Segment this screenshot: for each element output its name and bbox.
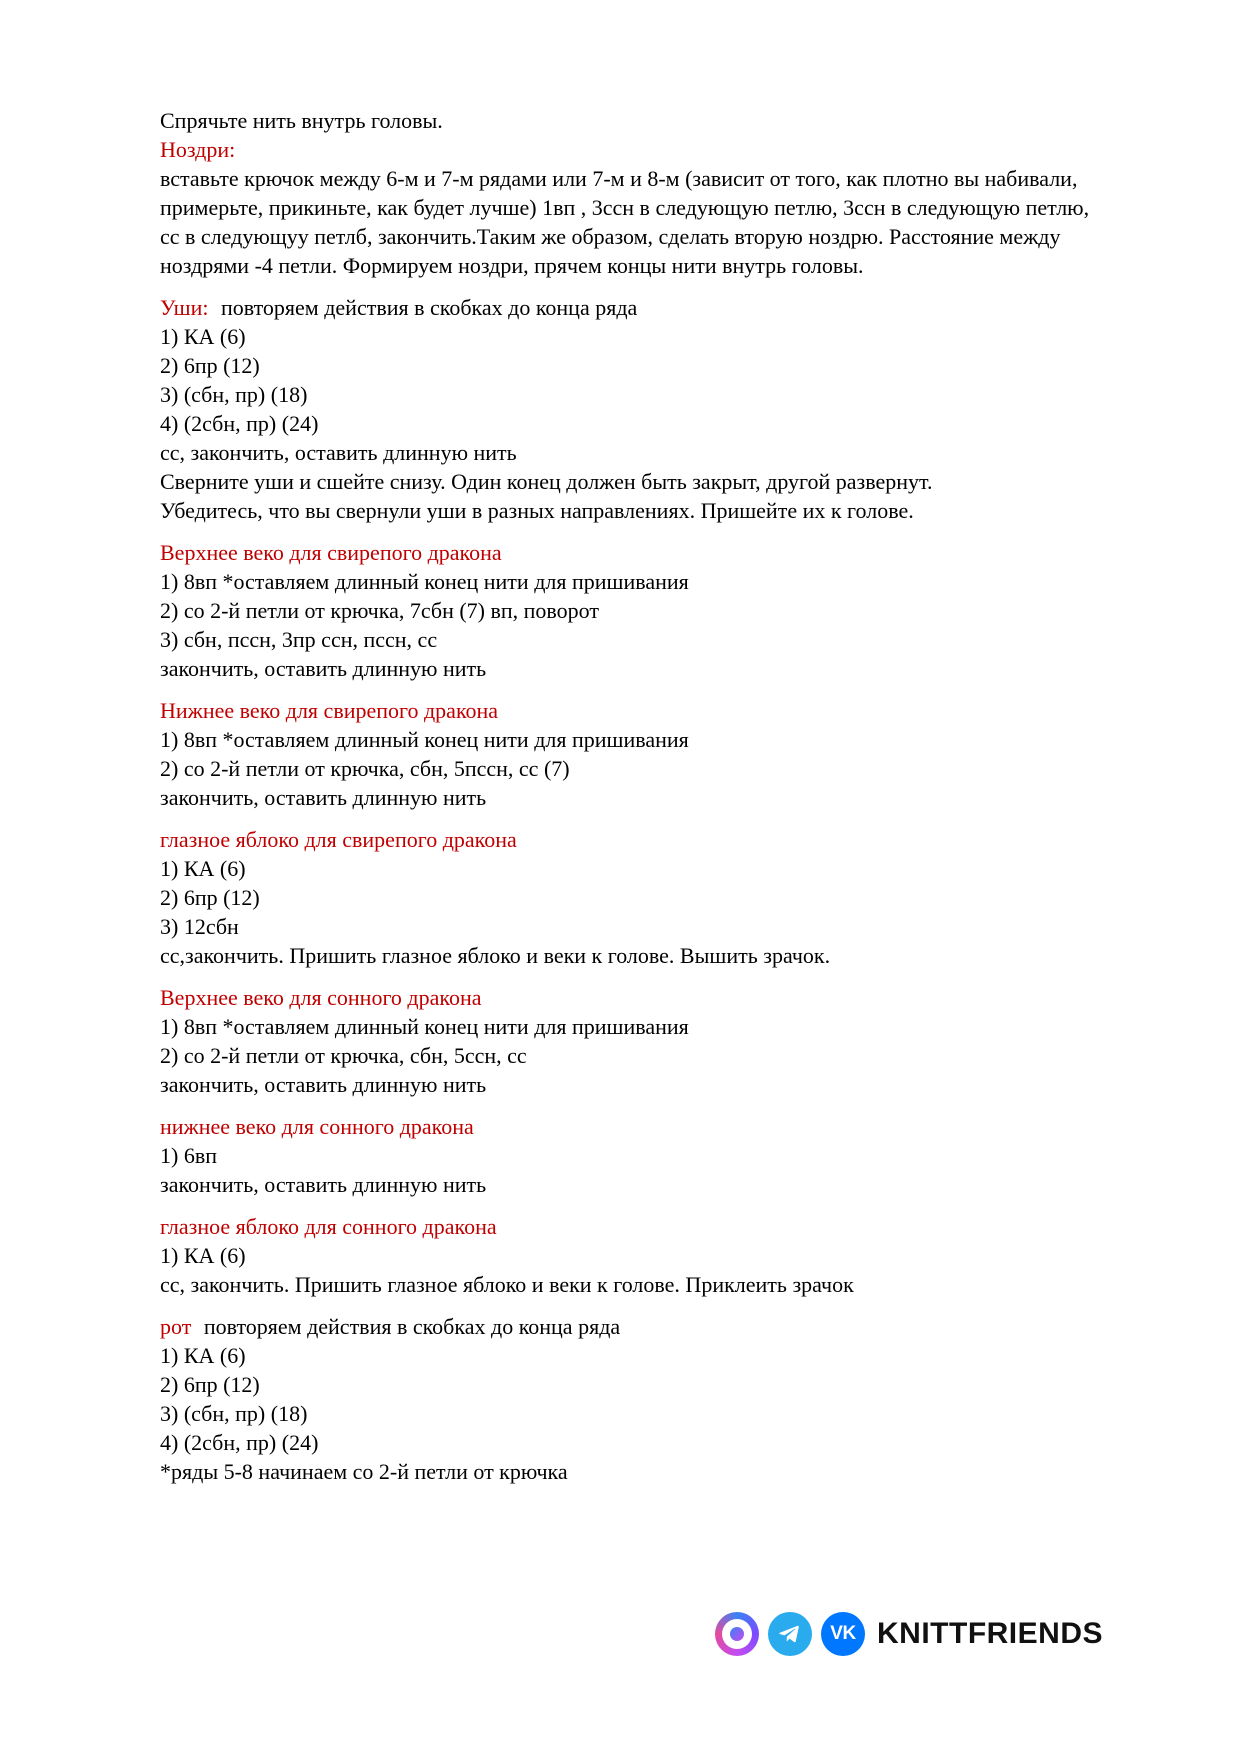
document-content xyxy=(160,106,1100,1499)
text-line: 2) 6пр (12) xyxy=(160,353,260,378)
vk-icon-label: VK xyxy=(830,1623,856,1644)
section-heading-line xyxy=(160,825,1100,854)
section-eyeball-fierce xyxy=(160,825,1100,970)
text-line: вставьте крючок между 6-м и 7-м рядами или 7-м и 8-м (зависит от того, как плотно вы набивали, примерьте, прикиньте, как будет лучше) 1вп , 3ссн в следующую петлю, 3ссн в следующую петлю, сс в следующуу петлб, закончить.Таким же образом, сделать вторую ноздрю. Расстояние между ноздрями -4 петли. Формируем ноздри, прячем концы нити внутрь головы. xyxy=(160,166,1095,278)
vk-icon xyxy=(821,1612,865,1656)
section-lower-eyelid-sleepy xyxy=(160,1112,1100,1199)
section-lower-eyelid-fierce xyxy=(160,696,1100,812)
text-line: 2) со 2-й петли от крючка, 7сбн (7) вп, поворот xyxy=(160,598,599,623)
section-heading-line xyxy=(160,1212,1100,1241)
text-line: сс, закончить. Пришить глазное яблоко и веки к голове. Приклеить зрачок xyxy=(160,1272,854,1297)
text-line: сс,закончить. Пришить глазное яблоко и веки к голове. Вышить зрачок. xyxy=(160,943,831,968)
text-line: 4) (2сбн, пр) (24) xyxy=(160,1430,319,1455)
intro-line xyxy=(160,106,1100,135)
text-line: *ряды 5-8 начинаем со 2-й петли от крючка xyxy=(160,1459,568,1484)
section-nostrils xyxy=(160,135,1100,280)
brand-name: KNITTFRIENDS xyxy=(877,1617,1103,1650)
text-line: 1) 6вп xyxy=(160,1143,217,1168)
text-line: Спрячьте нить внутрь головы. xyxy=(160,108,443,133)
section-heading-line xyxy=(160,135,1100,164)
section-heading: нижнее веко для сонного дракона xyxy=(160,1114,474,1139)
text-line: 3) (сбн, пр) (18) xyxy=(160,382,308,407)
section-heading-rest: повторяем действия в скобках до конца ряда xyxy=(215,295,638,320)
text-line: 1) КА (6) xyxy=(160,324,246,349)
footer-branding xyxy=(715,1612,1103,1656)
text-line: сс, закончить, оставить длинную нить xyxy=(160,440,517,465)
text-line: 2) со 2-й петли от крючка, сбн, 5пссн, сс (7) xyxy=(160,756,570,781)
text-line: 2) 6пр (12) xyxy=(160,1372,260,1397)
section-upper-eyelid-sleepy xyxy=(160,983,1100,1099)
section-heading: рот xyxy=(160,1314,192,1339)
telegram-plane-glyph xyxy=(776,1621,802,1647)
section-heading-rest: повторяем действия в скобках до конца ряда xyxy=(198,1314,621,1339)
telegram-icon xyxy=(768,1612,812,1656)
text-line: 1) КА (6) xyxy=(160,856,246,881)
text-line: 1) 8вп *оставляем длинный конец нити для пришивания xyxy=(160,727,689,752)
section-heading: Верхнее веко для сонного дракона xyxy=(160,985,482,1010)
section-heading: Нижнее веко для свирепого дракона xyxy=(160,698,499,723)
text-line: 1) КА (6) xyxy=(160,1343,246,1368)
section-heading: Уши: xyxy=(160,295,209,320)
text-line: закончить, оставить длинную нить xyxy=(160,1072,487,1097)
section-ears xyxy=(160,293,1100,525)
text-line: 2) со 2-й петли от крючка, сбн, 5ссн, сс xyxy=(160,1043,527,1068)
section-eyeball-sleepy xyxy=(160,1212,1100,1299)
text-line: 1) 8вп *оставляем длинный конец нити для пришивания xyxy=(160,569,689,594)
text-line: 4) (2сбн, пр) (24) xyxy=(160,411,319,436)
text-line: закончить, оставить длинную нить xyxy=(160,656,487,681)
section-heading-line xyxy=(160,538,1100,567)
text-line: 3) 12сбн xyxy=(160,914,239,939)
section-heading: Верхнее веко для свирепого дракона xyxy=(160,540,502,565)
text-line: 3) сбн, пссн, 3пр ссн, пссн, сс xyxy=(160,627,438,652)
section-heading-line xyxy=(160,696,1100,725)
section-heading: глазное яблоко для свирепого дракона xyxy=(160,827,517,852)
gradient-dot xyxy=(730,1627,744,1641)
text-line: закончить, оставить длинную нить xyxy=(160,785,487,810)
section-heading: Ноздри: xyxy=(160,137,236,162)
section-heading-line xyxy=(160,1112,1100,1141)
section-heading-line xyxy=(160,293,1100,322)
text-line: 1) 8вп *оставляем длинный конец нити для пришивания xyxy=(160,1014,689,1039)
text-line: 2) 6пр (12) xyxy=(160,885,260,910)
section-heading-line xyxy=(160,1312,1100,1341)
section-heading: глазное яблоко для сонного дракона xyxy=(160,1214,497,1239)
text-line: 1) КА (6) xyxy=(160,1243,246,1268)
gradient-circle-icon xyxy=(715,1612,759,1656)
text-line: Сверните уши и сшейте снизу. Один конец должен быть закрыт, другой развернут. xyxy=(160,469,933,494)
section-heading-line xyxy=(160,983,1100,1012)
text-line: 3) (сбн, пр) (18) xyxy=(160,1401,308,1426)
text-line: закончить, оставить длинную нить xyxy=(160,1172,487,1197)
section-upper-eyelid-fierce xyxy=(160,538,1100,683)
text-line: Убедитесь, что вы свернули уши в разных направлениях. Пришейте их к голове. xyxy=(160,498,914,523)
section-mouth xyxy=(160,1312,1100,1486)
